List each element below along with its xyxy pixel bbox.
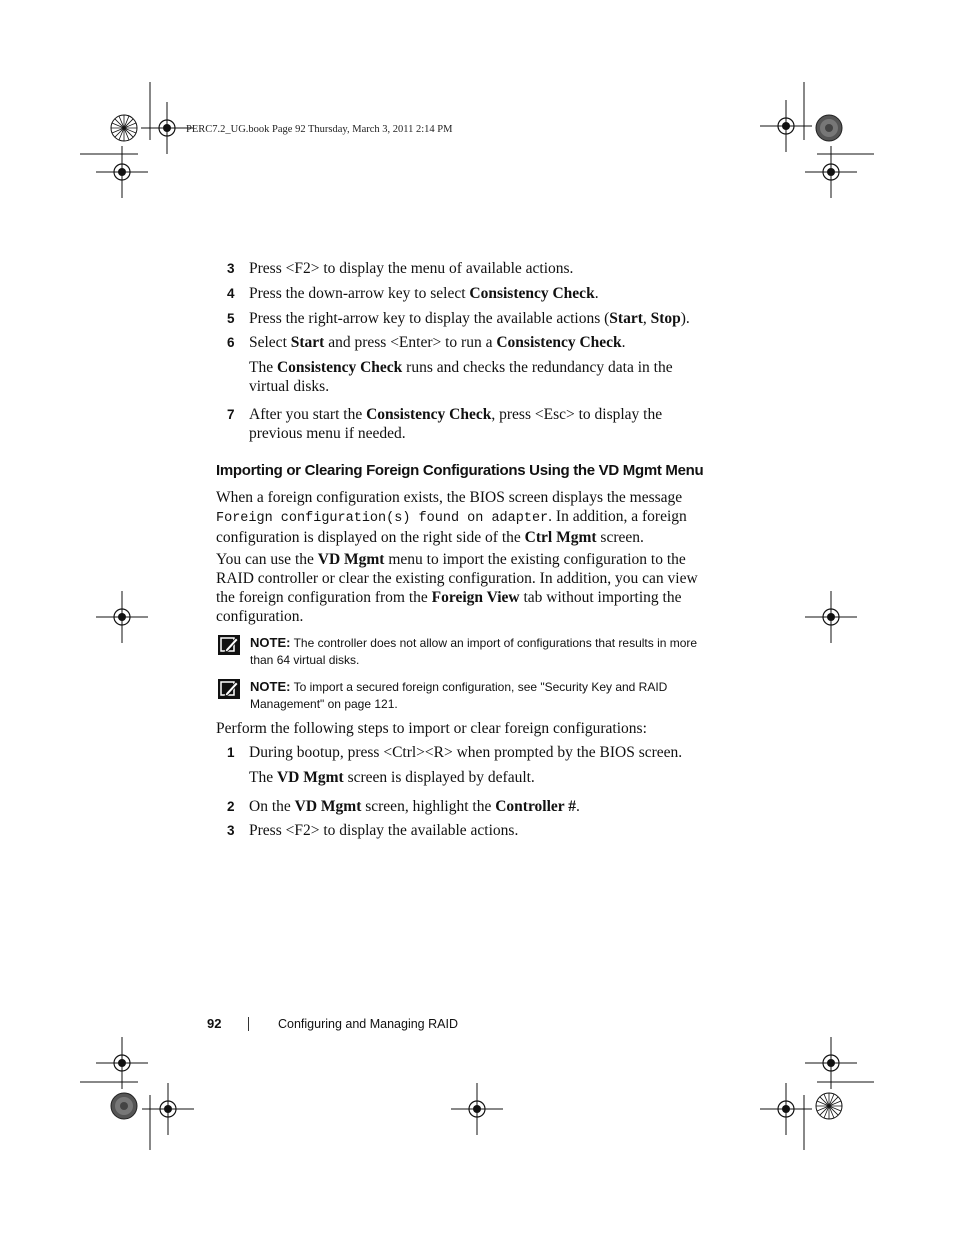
- step-number: 2: [227, 799, 235, 814]
- step-number: 4: [227, 286, 235, 301]
- note-pencil-icon: [218, 635, 240, 655]
- step-text: On the VD Mgmt screen, highlight the Controller #.: [249, 798, 580, 815]
- step-number: 6: [227, 335, 235, 350]
- step-text: During bootup, press <Ctrl><R> when prompted by the BIOS screen.: [249, 744, 683, 761]
- usage-paragraph: You can use the VD Mgmt menu to import the existing configuration to the RAID controller or clear the existing configuration. In addition, you can view the foreign configuration from the Foreign View tab without importing the configuration.: [216, 551, 698, 625]
- book-header-line: PERC7.2_UG.book Page 92 Thursday, March 3, 2011 2:14 PM: [186, 124, 453, 135]
- step-number: 3: [227, 261, 235, 276]
- step-text: Press the down-arrow key to select Consistency Check.: [249, 285, 599, 302]
- step-text: After you start the Consistency Check, press <Esc> to display the previous menu if needed.: [249, 406, 663, 442]
- step-number: 7: [227, 407, 235, 422]
- steps-intro: Perform the following steps to import or clear foreign configurations:: [216, 720, 647, 737]
- note-body: To import a secured foreign configuration, see "Security Key and RAID Management" on page 121.: [250, 680, 668, 711]
- step-number: 3: [227, 823, 235, 838]
- footer-divider: [248, 1017, 249, 1031]
- note-label: NOTE:: [250, 635, 291, 650]
- note-label: NOTE:: [250, 679, 291, 694]
- step-number: 5: [227, 311, 235, 326]
- step-text: Press <F2> to display the menu of available actions.: [249, 260, 574, 277]
- step-text: Select Start and press <Enter> to run a Consistency Check.: [249, 334, 626, 351]
- step-6-description: The Consistency Check runs and checks the redundancy data in the virtual disks.: [249, 359, 673, 395]
- note-pencil-icon: [218, 679, 240, 699]
- note-body: The controller does not allow an import of configurations that results in more than 64 virtual disks.: [250, 636, 698, 667]
- step-1-description: The VD Mgmt screen is displayed by default.: [249, 769, 535, 786]
- section-heading: Importing or Clearing Foreign Configurations Using the VD Mgmt Menu: [216, 462, 704, 479]
- intro-paragraph: When a foreign configuration exists, the BIOS screen displays the message Foreign configuration(s) found on adapter. In addition, a foreign configuration is displayed on the right side of the Ctrl Mgmt screen.: [216, 489, 687, 546]
- footer-section-title: Configuring and Managing RAID: [278, 1017, 458, 1031]
- step-text: Press the right-arrow key to display the available actions (Start, Stop).: [249, 310, 690, 327]
- page-number: 92: [207, 1016, 222, 1031]
- step-number: 1: [227, 745, 235, 760]
- step-text: Press <F2> to display the available actions.: [249, 822, 519, 839]
